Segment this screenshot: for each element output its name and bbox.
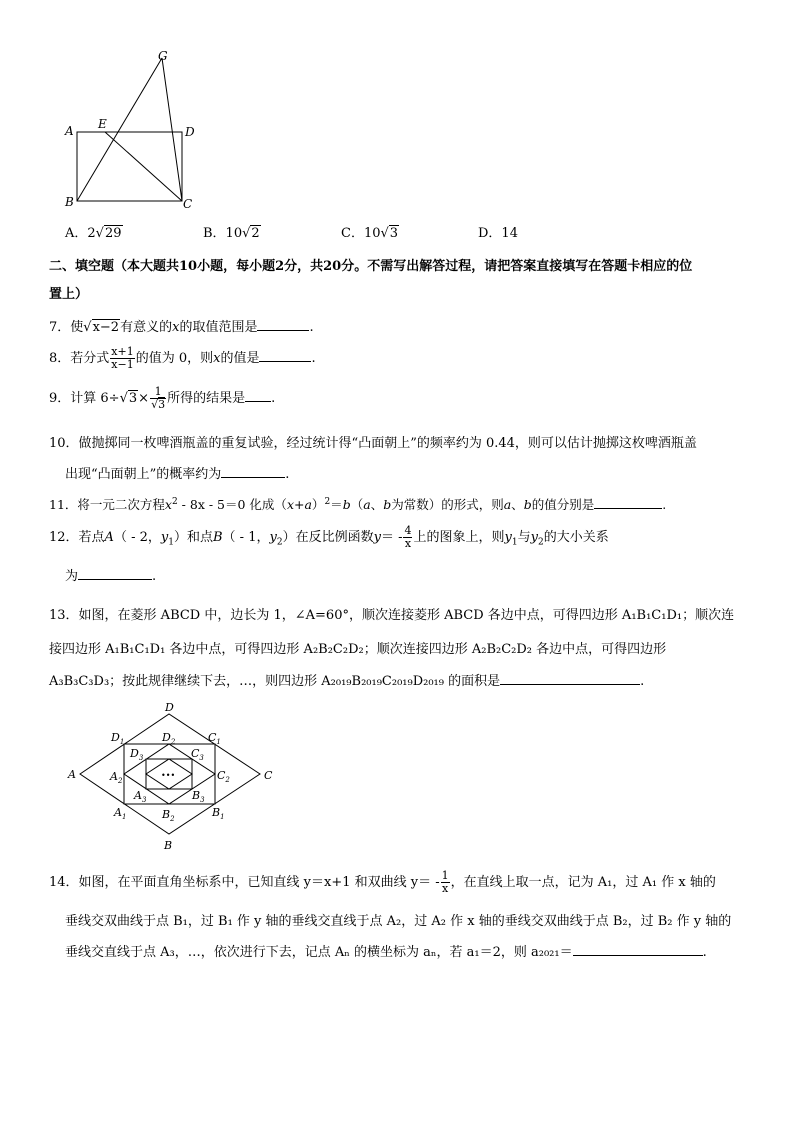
answer-blank[interactable]: [245, 401, 271, 402]
figure-rectangle-abcd: [55, 40, 215, 215]
figure-rhombus: [64, 700, 284, 852]
label-b3: $B_3$: [192, 789, 205, 804]
question-13-line2: 接四边形 A₁B₁C₁D₁ 各边中点，可得四边形 A₂B₂C₂D₂；顺次连接四边形 A₂B₂C₂D₂ 各边中点，可得四边形: [49, 642, 667, 657]
label-d2: $D_2$: [162, 731, 176, 746]
label-d: D: [165, 701, 174, 714]
label-b: B: [164, 839, 173, 852]
label-d1: $D_1$: [111, 731, 125, 746]
answer-blank[interactable]: [221, 477, 285, 478]
fraction: $\frac{4}{x}$: [404, 524, 412, 550]
question-12-line1: 12．若点A（ - 2，$y_1$）和点B（ - 1，$y_2$）在反比例函数y＝ - $\frac{4}{x}$ 上的图象上，则$y_1$与$y_2$的大小关系: [49, 524, 609, 550]
dots: •••: [161, 771, 176, 780]
option-b: B．10√2: [203, 226, 260, 241]
answer-blank[interactable]: [78, 579, 152, 580]
label-c: C: [183, 197, 193, 211]
question-13-line1: 13．如图，在菱形 ABCD 中，边长为 1，∠A=60°，顺次连接菱形 ABCD 各边中点，可得四边形 A₁B₁C₁D₁；顺次连: [49, 608, 735, 623]
label-g: G: [158, 49, 168, 63]
answer-blank[interactable]: [500, 684, 640, 685]
section-heading-line2: 置上）: [49, 287, 89, 302]
label-b1: $B_1$: [212, 806, 225, 821]
answer-blank[interactable]: [259, 361, 311, 362]
label-b: B: [65, 195, 74, 209]
question-14-line3: 垂线交直线于点 A₃，…，依次进行下去，记点 Aₙ 的横坐标为 aₙ，若 a₁＝2，则 a₂₀₂₁＝ .: [65, 945, 707, 960]
label-c3: $C_3$: [191, 747, 204, 762]
fraction: $\frac{x+1}{x-1}$: [111, 345, 134, 371]
label-c: C: [264, 769, 273, 782]
sqrt: √3: [380, 226, 399, 241]
fraction: $\frac{1}{√3}$: [151, 385, 166, 411]
label-c2: $C_2$: [217, 769, 230, 784]
label-e: E: [98, 117, 107, 131]
question-9: 9．计算 6÷√3× $\frac{1}{√3}$ 所得的结果是 .: [49, 385, 276, 411]
question-10-line2: 出现“凸面朝上”的概率约为 .: [65, 467, 290, 482]
section-heading-line1: 二、填空题（本大题共10小题，每小题2分，共20分。不需写出解答过程，请把答案直接填写在答题卡相应的位: [49, 259, 693, 274]
question-8: 8．若分式 $\frac{x+1}{x-1}$ 的值为 0，则x的值是 .: [49, 345, 316, 371]
fraction: $\frac{1}{x}$: [441, 869, 449, 895]
sqrt: √29: [95, 226, 122, 241]
answer-blank[interactable]: [257, 330, 309, 331]
label-c1: $C_1$: [208, 731, 221, 746]
sqrt: √2: [242, 226, 260, 241]
line-bg: [77, 58, 162, 201]
label-d: D: [185, 125, 195, 139]
option-d: D．14: [478, 226, 518, 241]
option-a: A．2√29: [65, 226, 122, 241]
line-gc: [162, 58, 182, 201]
answer-blank[interactable]: [594, 508, 662, 509]
option-c: C．10√3: [341, 226, 399, 241]
label-b2: $B_2$: [162, 808, 175, 823]
label-a3: $A_3$: [134, 789, 147, 804]
label-a2: $A_2$: [110, 770, 123, 785]
label-a: A: [65, 124, 74, 138]
rectangle: [77, 132, 182, 201]
question-14-line1: 14．如图，在平面直角坐标系中，已知直线 y＝x+1 和双曲线 y＝ - $\frac{1}{x}$ ，在直线上取一点，记为 A₁，过 A₁ 作 x 轴的: [49, 869, 716, 895]
question-11: 11．将一元二次方程$x^2 - 8x - 5=0$ 化成$(x+a)^2=b(a$、b为常数）的形式，则a、b的值分别是 .: [49, 496, 667, 512]
question-10-line1: 10．做抛掷同一枚啤酒瓶盖的重复试验，经过统计得“凸面朝上”的频率约为 0.44，则可以估计抛掷这枚啤酒瓶盖: [49, 436, 697, 451]
line-ec: [105, 132, 182, 201]
label-d3: $D_3$: [130, 747, 144, 762]
question-14-line2: 垂线交双曲线于点 B₁，过 B₁ 作 y 轴的垂线交直线于点 A₂，过 A₂ 作 x 轴的垂线交双曲线于点 B₂，过 B₂ 作 y 轴的: [65, 914, 732, 929]
label-a: A: [68, 768, 76, 781]
question-12-line2: 为 .: [65, 569, 157, 584]
question-13-line3: A₃B₃C₃D₃；按此规律继续下去，…，则四边形 A₂₀₁₉B₂₀₁₉C₂₀₁₉D₂₀₁₉ 的面积是 .: [49, 674, 645, 689]
answer-blank[interactable]: [573, 955, 703, 956]
question-7: 7．使√x−2有意义的x的取值范围是 .: [49, 320, 314, 335]
label-a1: $A_1$: [114, 806, 127, 821]
